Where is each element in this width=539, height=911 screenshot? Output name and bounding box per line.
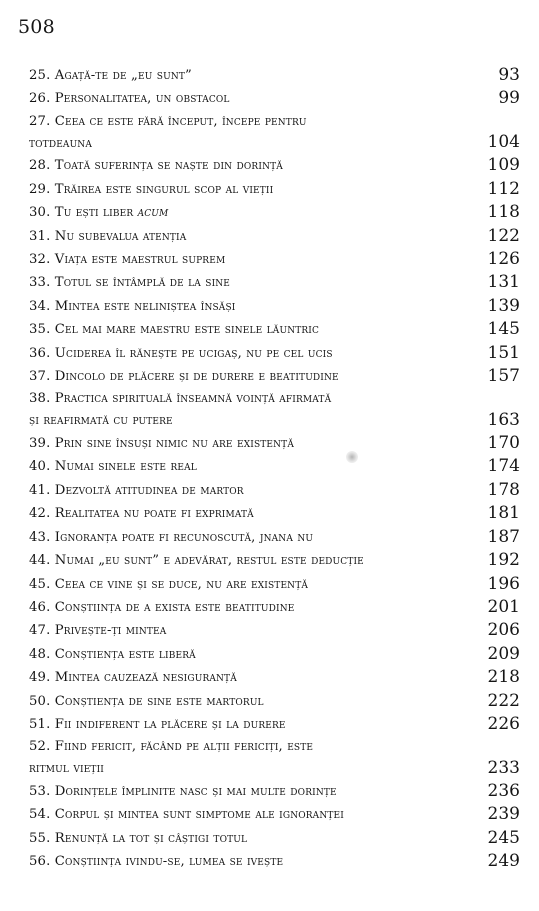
toc-entry [29, 295, 520, 318]
toc-entry-number: 37. [29, 369, 51, 385]
toc-entry [29, 827, 520, 850]
toc-entry-title-text: Corpul și mintea sunt simptome ale ignoranței [54, 807, 344, 823]
toc-entry [29, 526, 520, 549]
toc-entry-number: 33. [29, 275, 51, 291]
toc-entry-page: 187 [487, 526, 520, 547]
toc-entry-number: 31. [29, 228, 51, 244]
toc-entry-title [29, 271, 469, 294]
toc-entry-page: 245 [487, 827, 520, 848]
toc-entry-title-text: Agață-te de „eu sunt” [54, 68, 192, 83]
toc-entry-page: 163 [487, 409, 520, 430]
toc-entry [29, 271, 520, 294]
toc-entry-title-text: Dincolo de plăcere și de durere e beatitudine [54, 369, 339, 385]
toc-entry-number: 43. [29, 529, 51, 545]
print-spot [346, 451, 358, 463]
toc-entry-number: 38. [29, 391, 51, 407]
toc-entry-page: 109 [487, 155, 520, 176]
toc-entry-title [29, 526, 469, 549]
toc-entry [29, 111, 520, 155]
toc-entry-number: 29. [29, 181, 51, 197]
toc-entry-title-text: Ceea ce este fără început, începe pentru [54, 113, 307, 129]
toc-entry-title [29, 502, 469, 525]
toc-entry-page: 178 [487, 479, 520, 500]
toc-entry-title [29, 850, 469, 873]
toc-entry-number: 30. [29, 205, 51, 221]
toc-entry [29, 549, 520, 572]
toc-entry-title [29, 803, 469, 826]
toc-entry-title-text: Conștiința ivindu-se, lumea se ivește [54, 854, 284, 870]
toc-entry-number: 32. [29, 252, 51, 268]
toc-entry-title-text: Ignoranța poate fi recunoscută, jnana nu [54, 529, 314, 545]
toc-entry-title [29, 713, 469, 736]
toc-entry [29, 803, 520, 826]
toc-entry-number: 36. [29, 345, 51, 361]
toc-entry-title-text: Uciderea îl rănește pe ucigaș, nu pe cel ucis [54, 345, 333, 361]
toc-entry-title [29, 201, 469, 224]
toc-entry-title [29, 64, 469, 87]
table-of-contents [29, 64, 520, 874]
toc-entry-page: 104 [487, 132, 520, 152]
toc-entry-number: 46. [29, 599, 51, 615]
toc-entry-number: 41. [29, 482, 51, 498]
toc-entry-title [29, 827, 469, 850]
toc-entry [29, 201, 520, 224]
toc-entry-number: 35. [29, 322, 51, 338]
toc-entry-number: 27. [29, 113, 51, 129]
toc-entry-title [29, 111, 469, 155]
toc-entry [29, 365, 520, 388]
toc-entry-title [29, 365, 469, 388]
toc-entry-title-text: Viața este maestrul suprem [54, 252, 226, 268]
toc-entry [29, 713, 520, 736]
toc-entry-page: 222 [487, 690, 520, 711]
toc-entry-page: 201 [487, 596, 520, 617]
toc-entry-title-text: Tu ești liber [54, 205, 134, 221]
toc-entry [29, 850, 520, 873]
toc-entry-title-text: Mintea este neliniștea însăși [54, 298, 236, 314]
toc-entry-number: 51. [29, 716, 51, 732]
toc-entry-title [29, 248, 469, 271]
toc-entry-title [29, 432, 469, 455]
toc-entry [29, 596, 520, 619]
toc-entry-page: 218 [487, 667, 520, 688]
toc-entry-title-text: Privește-ți mintea [54, 623, 167, 639]
toc-entry-title [29, 573, 469, 596]
toc-entry-title [29, 479, 469, 502]
toc-entry-title [29, 619, 469, 642]
toc-entry [29, 87, 520, 110]
toc-entry-title [29, 690, 469, 713]
toc-entry-title [29, 295, 469, 318]
toc-entry-page: 174 [487, 456, 520, 477]
toc-entry-title-text: Fii indiferent la plăcere și la durere [54, 716, 286, 732]
toc-entry [29, 573, 520, 596]
toc-entry-number: 54. [29, 807, 51, 823]
toc-entry-title-text: Cel mai mare maestru este sinele lăuntric [54, 322, 320, 338]
toc-entry-number: 52. [29, 739, 51, 755]
toc-entry-title-text: Nu subevalua atenția [54, 228, 187, 244]
toc-entry-number: 44. [29, 553, 51, 569]
toc-entry-title [29, 225, 469, 248]
toc-entry-title-text: Mintea cauzează nesiguranță [54, 670, 237, 686]
toc-entry-number: 25. [29, 68, 51, 83]
toc-entry-title-text: Conștiența de sine este martorul [54, 693, 264, 709]
toc-entry-title-text: Conștiința de a exista este beatitudine [54, 599, 295, 615]
toc-entry-number: 45. [29, 576, 51, 592]
toc-entry-title-text: Prin sine însuși nimic nu are existență [54, 436, 294, 452]
toc-entry-page: 196 [487, 573, 520, 594]
toc-entry [29, 780, 520, 803]
toc-entry-number: 53. [29, 783, 51, 799]
toc-entry [29, 64, 520, 87]
toc-entry [29, 318, 520, 341]
toc-entry [29, 455, 520, 478]
toc-entry-title-text: Numai „eu sunt” e adevărat, restul este deducție [54, 553, 364, 569]
toc-entry-number: 56. [29, 854, 51, 870]
toc-entry [29, 432, 520, 455]
toc-entry-number: 49. [29, 670, 51, 686]
toc-entry-title-text: Practica spirituală înseamnă voință afirmată [54, 391, 332, 407]
toc-entry-page: 131 [487, 272, 520, 293]
toc-entry-title-text: Dorințele împlinite nasc și mai multe dorințe [54, 783, 337, 799]
toc-entry [29, 666, 520, 689]
toc-entry [29, 736, 520, 780]
toc-entry-title [29, 388, 469, 432]
toc-entry-page: 126 [487, 249, 520, 270]
toc-entry-title-text: Totul se întâmplă de la sine [54, 275, 231, 291]
toc-entry-page: 206 [487, 620, 520, 641]
toc-entry-title [29, 643, 469, 666]
toc-entry-title-text: Dezvoltă atitudinea de martor [54, 482, 244, 498]
toc-entry [29, 225, 520, 248]
toc-entry-title-italic: acum [137, 205, 169, 221]
toc-entry-number: 47. [29, 623, 51, 639]
toc-entry-title [29, 780, 469, 803]
toc-entry-title [29, 318, 469, 341]
toc-entry [29, 342, 520, 365]
toc-entry-page: 233 [487, 757, 520, 778]
toc-entry-title [29, 736, 469, 780]
toc-entry-page: 145 [487, 319, 520, 340]
toc-entry-number: 42. [29, 506, 51, 522]
toc-entry-title [29, 549, 469, 572]
toc-entry-page: 122 [487, 225, 520, 246]
toc-entry-title-text: Personalitatea, un obstacol [54, 91, 230, 107]
toc-entry-page: 209 [487, 643, 520, 664]
toc-entry-number: 40. [29, 459, 51, 475]
toc-entry-title-text: Fiind fericit, făcând pe alții fericiți, este [54, 739, 314, 755]
toc-entry-page: 139 [487, 295, 520, 316]
toc-entry [29, 619, 520, 642]
toc-entry-title-text: Conștiența este liberă [54, 646, 196, 662]
toc-entry-title-continuation: ritmul vieții [29, 761, 104, 777]
toc-entry-title-text: Trăirea este singurul scop al vieții [54, 181, 274, 197]
toc-entry-page: 249 [487, 851, 520, 872]
toc-entry [29, 388, 520, 432]
toc-entry [29, 690, 520, 713]
toc-entry-page: 112 [487, 178, 520, 199]
toc-entry-title-continuation: totdeauna [29, 135, 92, 151]
toc-entry [29, 643, 520, 666]
toc-entry [29, 502, 520, 525]
toc-entry-title [29, 178, 469, 201]
toc-entry-page: 239 [487, 804, 520, 825]
toc-entry-page: 226 [487, 713, 520, 734]
toc-entry-page: 157 [487, 366, 520, 387]
toc-entry-title-text: Ceea ce vine și se duce, nu are existență [54, 576, 309, 592]
toc-entry-title-continuation: și reafirmată cu putere [29, 413, 173, 429]
toc-entry-number: 39. [29, 436, 51, 452]
toc-entry-title [29, 596, 469, 619]
toc-entry-number: 28. [29, 158, 51, 174]
toc-entry-page: 118 [487, 202, 520, 223]
toc-entry-number: 50. [29, 693, 51, 709]
toc-entry-title [29, 342, 469, 365]
toc-entry-title-text: Renunță la tot și câștigi totul [54, 830, 248, 846]
toc-entry-number: 26. [29, 91, 51, 107]
toc-entry [29, 479, 520, 502]
toc-entry-number: 34. [29, 298, 51, 314]
page-number: 508 [18, 16, 55, 38]
toc-entry-title-text: Toată suferința se naște din dorință [54, 158, 283, 174]
toc-entry-title [29, 154, 469, 177]
toc-entry-number: 48. [29, 646, 51, 662]
toc-entry-page: 170 [487, 433, 520, 454]
toc-entry-title-text: Numai sinele este real [54, 459, 197, 475]
toc-entry-page: 181 [487, 503, 520, 524]
toc-entry [29, 248, 520, 271]
toc-entry-title [29, 455, 469, 478]
toc-entry-page: 151 [487, 342, 520, 363]
toc-entry-page: 236 [487, 780, 520, 801]
toc-entry-page: 93 [498, 65, 520, 85]
toc-entry-page: 192 [487, 550, 520, 571]
toc-entry-title [29, 87, 469, 110]
toc-entry [29, 154, 520, 177]
toc-entry-title-text: Realitatea nu poate fi exprimată [54, 506, 254, 522]
toc-entry-page: 99 [498, 88, 520, 109]
toc-entry [29, 178, 520, 201]
toc-entry-number: 55. [29, 830, 51, 846]
toc-entry-title [29, 666, 469, 689]
